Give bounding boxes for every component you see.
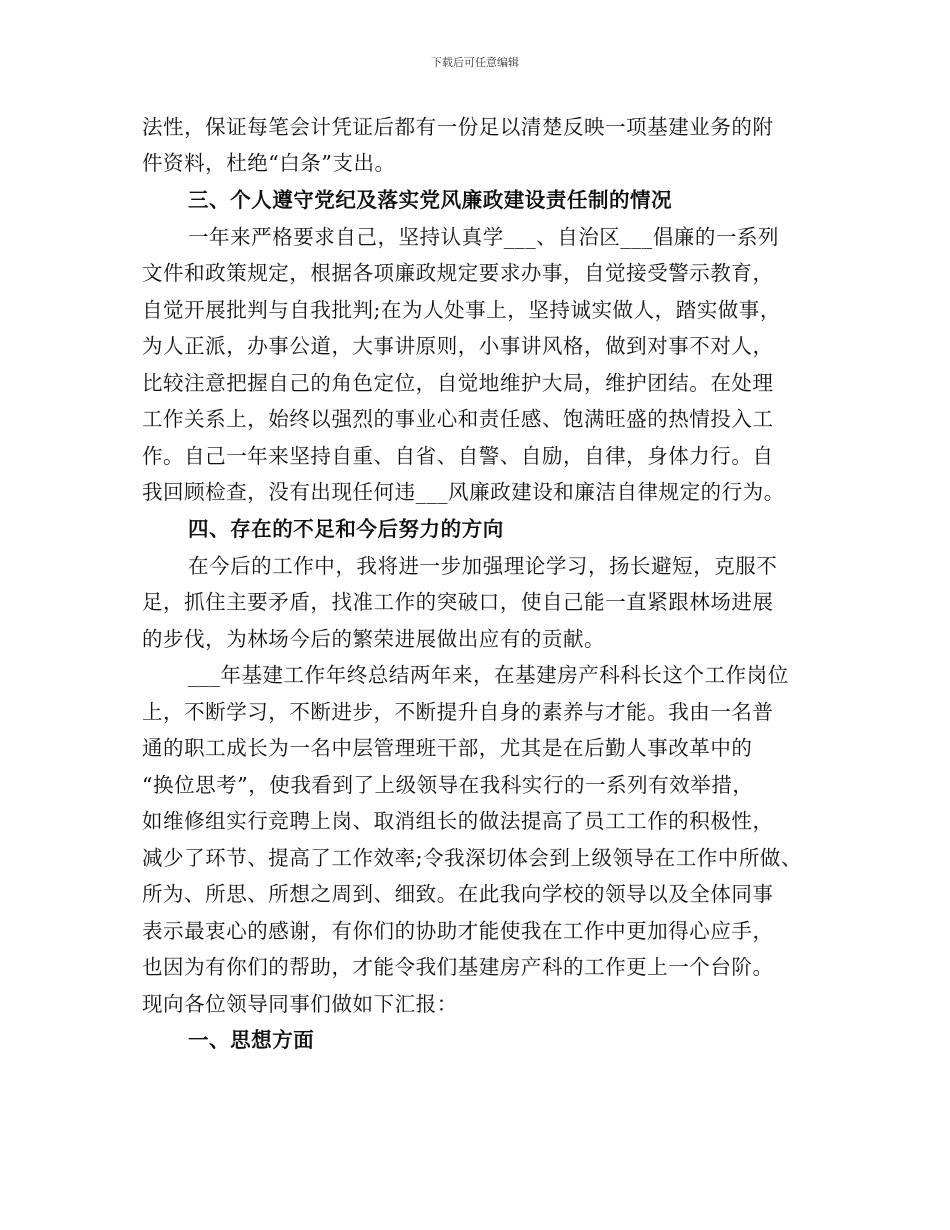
paragraph-line: “换位思考”，使我看到了上级领导在我科实行的一系列有效举措， (142, 773, 754, 797)
paragraph-line: 现向各位领导同事们做如下汇报： (142, 992, 458, 1016)
paragraph-line: 足，抓住主要矛盾，找准工作的突破口，使自己能一直紧跟林场进展 (142, 590, 774, 614)
paragraph-line: 所为、所思、所想之周到、细致。在此我向学校的领导以及全体同事 (142, 882, 774, 906)
paragraph-line: 法性，保证每笔会计凭证后都有一份足以清楚反映一项基建业务的附 (142, 115, 774, 139)
paragraph-line: 比较注意把握自己的角色定位，自觉地维护大局，维护团结。在处理 (142, 371, 774, 395)
paragraph-line: 通的职工成长为一名中层管理班干部，尤其是在后勤人事改革中的 (142, 736, 753, 760)
paragraph-line: 减少了环节、提高了工作效率;令我深切体会到上级领导在工作中所做、 (142, 846, 803, 870)
section-heading: 四、存在的不足和今后努力的方向 (188, 517, 504, 541)
paragraph-line: 工作关系上，始终以强烈的事业心和责任感、饱满旺盛的热情投入工 (142, 407, 774, 431)
paragraph-line: 也因为有你们的帮助，才能令我们基建房产科的工作更上一个台阶。 (142, 955, 774, 979)
paragraph-line: 在今后的工作中，我将进一步加强理论学习，扬长避短，克服不 (188, 554, 778, 578)
paragraph-line: 文件和政策规定，根据各项廉政规定要求办事，自觉接受警示教育， (142, 261, 774, 285)
paragraph-line: 自觉开展批判与自我批判;在为人处事上，坚持诚实做人，踏实做事， (142, 298, 781, 322)
paragraph-line: 上，不断学习，不断进步，不断提升自身的素养与才能。我由一名普 (142, 700, 774, 724)
section-heading: 一、思想方面 (188, 1028, 315, 1052)
paragraph-line: 的步伐，为林场今后的繁荣进展做出应有的贡献。 (142, 627, 606, 651)
paragraph-line: 如维修组实行竞聘上岗、取消组长的做法提高了员工工作的积极性， (142, 809, 774, 833)
page-header: 下载后可任意编辑 (431, 56, 519, 69)
paragraph-line: 为人正派，办事公道，大事讲原则，小事讲风格，做到对事不对人， (142, 334, 774, 358)
section-heading: 三、个人遵守党纪及落实党风廉政建设责任制的情况 (188, 188, 673, 212)
paragraph-line: ___年基建工作年终总结两年来，在基建房产科科长这个工作岗位 (188, 663, 789, 687)
paragraph-line: 作。自己一年来坚持自重、自省、自警、自励，自律，身体力行。自 (142, 444, 774, 468)
paragraph-line: 表示最衷心的感谢，有你们的协助才能使我在工作中更加得心应手， (142, 919, 774, 943)
paragraph-line: 我回顾检查，没有出现任何违___风廉政建设和廉洁自律规定的行为。 (142, 480, 785, 504)
paragraph-line: 一年来严格要求自己，坚持认真学___、自治区___倡廉的一系列 (188, 225, 780, 249)
paragraph-line: 件资料，杜绝“白条”支出。 (142, 151, 396, 175)
